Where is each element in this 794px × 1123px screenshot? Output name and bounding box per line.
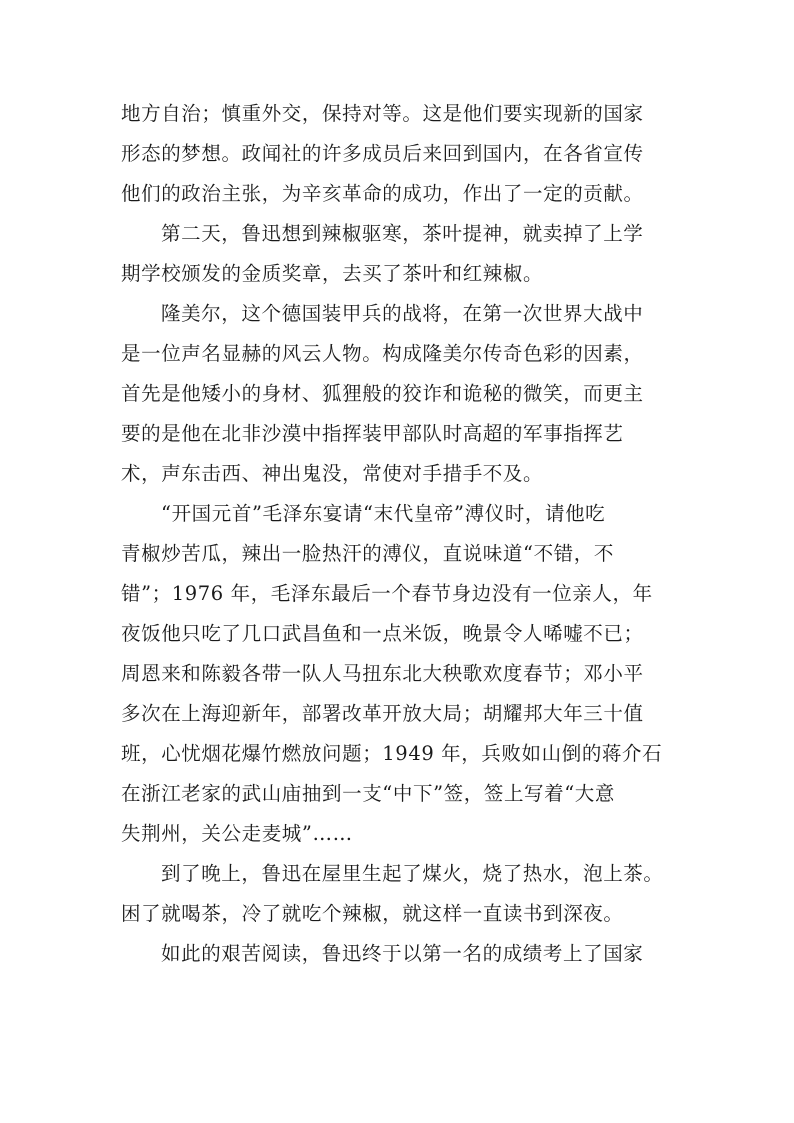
text-line: 他们的政治主张，为辛亥革命的成功，作出了一定的贡献。 — [121, 182, 644, 205]
paragraph-first-line: 隆美尔，这个德国装甲兵的战将，在第一次世界大战中 — [161, 302, 644, 325]
text-line: 在浙江老家的武山庙抽到一支“中下”签，签上写着“大意 — [121, 782, 616, 805]
text-line: 形态的梦想。政闻社的许多成员后来回到国内，在各省宣传 — [121, 142, 644, 165]
text-line: 周恩来和陈毅各带一队人马扭东北大秧歌欢度春节；邓小平 — [121, 662, 644, 685]
paragraph-first-line: 如此的艰苦阅读，鲁迅终于以第一名的成绩考上了国家 — [161, 942, 644, 965]
text-line: 地方自治；慎重外交，保持对等。这是他们要实现新的国家 — [121, 102, 644, 125]
text-line: 是一位声名显赫的风云人物。构成隆美尔传奇色彩的因素， — [121, 342, 644, 365]
text-line: 多次在上海迎新年，部署改革开放大局；胡耀邦大年三十值 — [121, 702, 644, 725]
text-line: 班，心忧烟花爆竹燃放问题；1949 年，兵败如山倒的蒋介石 — [121, 742, 663, 765]
text-line: 期学校颁发的金质奖章，去买了茶叶和红辣椒。 — [121, 262, 544, 285]
paragraph-first-line: 第二天，鲁迅想到辣椒驱寒，茶叶提神，就卖掉了上学 — [161, 222, 644, 245]
paragraph-first-line: 到了晚上，鲁迅在屋里生起了煤火，烧了热水，泡上茶。 — [161, 862, 664, 885]
text-line: 首先是他矮小的身材、狐狸般的狡诈和诡秘的微笑，而更主 — [121, 382, 644, 405]
text-line: 失荆州，关公走麦城”…… — [121, 822, 353, 845]
text-line: 要的是他在北非沙漠中指挥装甲部队时高超的军事指挥艺 — [121, 422, 624, 445]
paragraph-first-line: “开国元首”毛泽东宴请“末代皇帝”溥仪时，请他吃 — [161, 502, 606, 525]
text-line: 困了就喝茶，冷了就吃个辣椒，就这样一直读书到深夜。 — [121, 902, 624, 925]
text-line: 错”；1976 年，毛泽东最后一个春节身边没有一位亲人，年 — [121, 582, 653, 605]
text-line: 夜饭他只吃了几口武昌鱼和一点米饭，晚景令人唏嘘不已； — [121, 622, 644, 645]
text-line: 青椒炒苦瓜，辣出一脸热汗的溥仪，直说味道“不错，不 — [121, 542, 614, 565]
text-line: 术，声东击西、神出鬼没，常使对手措手不及。 — [121, 462, 544, 485]
